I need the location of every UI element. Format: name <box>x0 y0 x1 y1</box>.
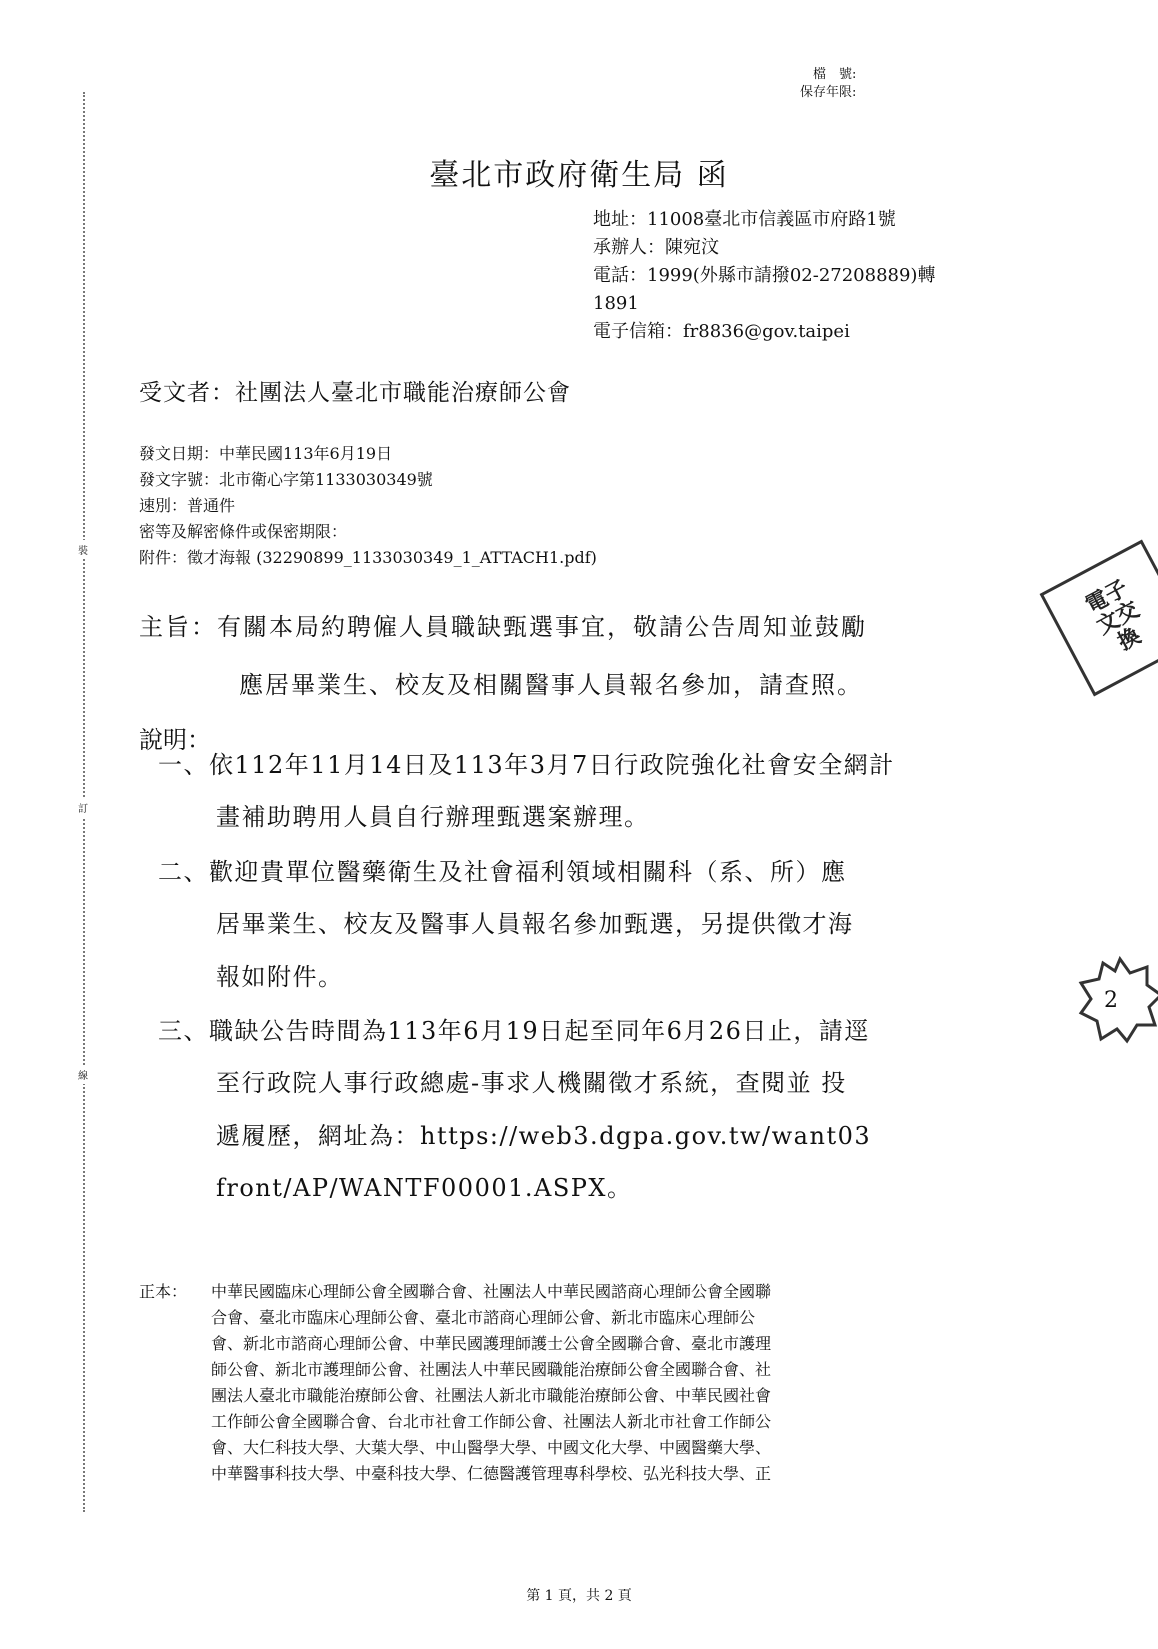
document-meta <box>139 441 597 571</box>
recipient: 受文者：社團法人臺北市職能治療師公會 <box>139 380 571 406</box>
file-info <box>800 66 856 102</box>
carbon-copy-list <box>139 1279 1019 1487</box>
explanation-item-3-line-4: front/AP/WANTF00001.ASPX。 <box>216 1174 633 1202</box>
subject-line-1: 主旨：有關本局約聘僱人員職缺甄選事宜，敬請公告周知並鼓勵 <box>139 613 867 641</box>
explanation-item-1-line-2: 畫補助聘用人員自行辦理甄選案辦理。 <box>216 803 650 831</box>
secrecy-level: 密等及解密條件或保密期限： <box>139 522 348 541</box>
document-title: 臺北市政府衛生局 函 <box>429 158 729 193</box>
cc-label: 正本： <box>139 1282 188 1301</box>
issue-date: 發文日期：中華民國113年6月19日 <box>139 444 393 463</box>
file-number-label: 檔 號: <box>813 67 857 82</box>
sender-phone: 電話：1999(外縣市請撥02-27208889)轉 <box>593 265 936 286</box>
explanation-item-3-line-3: 遞履歷，網址為：https://web3.dgpa.gov.tw/want03 <box>216 1122 872 1150</box>
subject-line-2: 應居畢業生、校友及相關醫事人員報名參加，請查照。 <box>239 671 863 699</box>
sender-email: 電子信箱：fr8836@gov.taipei <box>593 321 850 342</box>
cc-line: 會、大仁科技大學、大葉大學、中山醫學大學、中國文化大學、中國醫藥大學、 <box>211 1438 772 1457</box>
sender-phone-ext: 1891 <box>593 293 639 314</box>
explanation-item-3-line-2: 至行政院人事行政總處-事求人機關徵才系統，查閱並 投 <box>216 1069 847 1097</box>
sender-address: 地址：11008臺北市信義區市府路1號 <box>593 209 896 230</box>
stamp-text: 電子 文交 換 <box>1081 575 1146 656</box>
sender-officer: 承辦人：陳宛汶 <box>593 237 719 258</box>
page-footer: 第 1 頁，共 2 頁 <box>526 1588 632 1604</box>
cc-line: 工作師公會全國聯合會、台北市社會工作師公會、社團法人新北市社會工作師公 <box>211 1412 772 1431</box>
seal-number: 2 <box>1104 988 1118 1013</box>
binding-mark-zhuang: 裝 <box>78 540 88 559</box>
sender-info <box>593 206 935 346</box>
electronic-exchange-stamp <box>1040 540 1158 697</box>
binding-mark-xian: 線 <box>78 1065 88 1084</box>
explanation-item-3-line-1: 三、職缺公告時間為113年6月19日起至同年6月26日止，請逕 <box>158 1017 870 1045</box>
explanation-item-2-line-2: 居畢業生、校友及醫事人員報名參加甄選，另提供徵才海 <box>216 910 854 938</box>
retention-period-label: 保存年限: <box>800 85 857 100</box>
attachment: 附件：徵才海報 (32290899_1133030349_1_ATTACH1.pdf) <box>139 548 597 567</box>
cc-line: 中華醫事科技大學、中臺科技大學、仁德醫護管理專科學校、弘光科技大學、正 <box>211 1464 772 1483</box>
explanation-heading: 說明： <box>139 726 211 754</box>
cc-line: 師公會、新北市護理師公會、社團法人中華民國職能治療師公會全國聯合會、社 <box>211 1360 772 1379</box>
document-number: 發文字號：北市衛心字第1133030349號 <box>139 470 433 489</box>
cc-line: 合會、臺北市臨床心理師公會、臺北市諮商心理師公會、新北市臨床心理師公 <box>211 1308 756 1327</box>
explanation-item-2-line-1: 二、歡迎貴單位醫藥衛生及社會福利領域相關科（系、所）應 <box>158 858 847 886</box>
delivery-speed: 速別：普通件 <box>139 496 236 515</box>
explanation-item-2-line-3: 報如附件。 <box>216 963 344 991</box>
cc-line: 團法人臺北市職能治療師公會、社團法人新北市職能治療師公會、中華民國社會 <box>211 1386 772 1405</box>
explanation-item-1-line-1: 一、依112年11月14日及113年3月7日行政院強化社會安全網計 <box>158 751 895 779</box>
cc-line: 會、新北市諮商心理師公會、中華民國護理師護士公會全國聯合會、臺北市護理 <box>211 1334 772 1353</box>
binding-mark-ding: 訂 <box>78 798 88 817</box>
cc-line: 中華民國臨床心理師公會全國聯合會、社團法人中華民國諮商心理師公會全國聯 <box>211 1282 772 1301</box>
